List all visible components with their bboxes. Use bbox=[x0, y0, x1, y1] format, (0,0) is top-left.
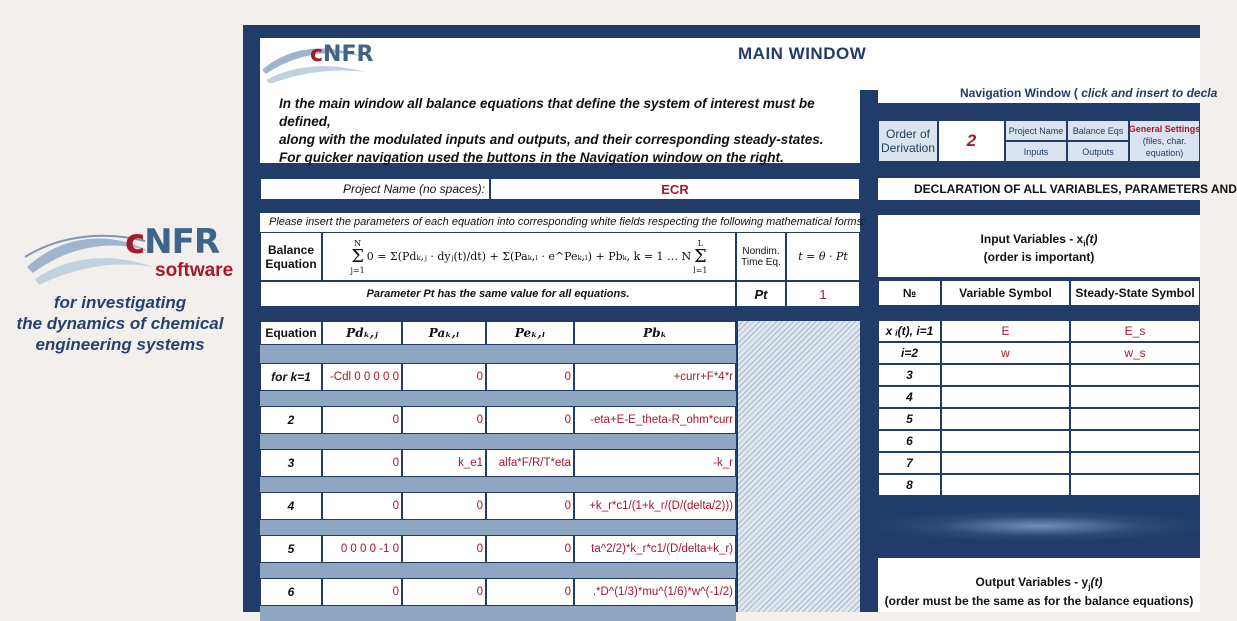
intro-line: along with the modulated inputs and outputs, and their corresponding steady-states. bbox=[279, 132, 824, 147]
input-title bbox=[878, 232, 1200, 248]
tagline-line: for investigating bbox=[53, 293, 187, 312]
row-band bbox=[260, 563, 736, 578]
order-label bbox=[878, 120, 938, 162]
pd-input[interactable]: 0 bbox=[322, 406, 402, 434]
input-steady-state-field[interactable] bbox=[1070, 364, 1200, 386]
output-variables-title bbox=[878, 558, 1200, 612]
project-name-input[interactable]: ECR bbox=[490, 178, 860, 200]
input-steady-state-field[interactable]: w_s bbox=[1070, 342, 1200, 364]
eq-label: 3 bbox=[260, 449, 322, 477]
nav-balance-eqs-button[interactable]: Balance Eqs bbox=[1067, 120, 1129, 141]
sum2-top: L bbox=[697, 238, 703, 248]
balance-equation-label bbox=[260, 232, 322, 281]
eq-header-pe: Peₖ,ₗ bbox=[486, 321, 574, 345]
navigation-window-title bbox=[878, 82, 1218, 103]
pa-input[interactable]: 0 bbox=[402, 578, 486, 606]
order-value[interactable]: 2 bbox=[938, 120, 1005, 162]
input-index: x ᵢ(t), i=1 bbox=[878, 320, 941, 342]
balance-label-line: Equation bbox=[265, 256, 317, 271]
logo-c: c bbox=[125, 222, 145, 262]
table-spacer-band bbox=[260, 345, 736, 363]
project-name-row bbox=[260, 178, 860, 200]
input-title-suffix: (t) bbox=[1085, 232, 1098, 246]
input-index: 5 bbox=[878, 408, 941, 430]
balance-label-line: Balance bbox=[267, 242, 315, 257]
pa-input[interactable]: 0 bbox=[402, 363, 486, 391]
pt-label: Pt bbox=[736, 281, 786, 307]
row-band bbox=[260, 434, 736, 449]
pb-input[interactable]: -k_r bbox=[574, 449, 736, 477]
row-band bbox=[260, 391, 736, 406]
sum1-limits: N Σ j=1 bbox=[350, 238, 365, 275]
output-subtitle: (order must be the same as for the balance equations) bbox=[884, 594, 1194, 608]
eq-label: 5 bbox=[260, 535, 322, 563]
parameters-block bbox=[260, 213, 866, 307]
input-index: 8 bbox=[878, 474, 941, 496]
intro-text bbox=[260, 83, 860, 163]
pe-input[interactable]: 0 bbox=[486, 492, 574, 520]
pb-input[interactable]: -eta+E-E_theta-R_ohm*curr bbox=[574, 406, 736, 434]
input-index: i=2 bbox=[878, 342, 941, 364]
input-symbol-field[interactable] bbox=[941, 430, 1070, 452]
input-variables-table bbox=[878, 280, 1200, 496]
pe-input[interactable]: alfa*F/R/T*eta bbox=[486, 449, 574, 477]
logo-software: software bbox=[155, 260, 234, 281]
eq-header-pd: Pdₖ,ⱼ bbox=[322, 321, 402, 345]
pe-input[interactable]: 0 bbox=[486, 406, 574, 434]
input-title-sub: i bbox=[1083, 239, 1086, 249]
input-index: 4 bbox=[878, 386, 941, 408]
nav-general-settings-button[interactable] bbox=[1129, 120, 1200, 162]
eq-label: 6 bbox=[260, 578, 322, 606]
tagline bbox=[0, 292, 240, 355]
nav-title-italic: click and insert to decla bbox=[1077, 86, 1218, 100]
input-steady-state-field[interactable] bbox=[1070, 408, 1200, 430]
input-steady-state-field[interactable] bbox=[1070, 386, 1200, 408]
general-settings-sub: equation) bbox=[1145, 148, 1184, 158]
pd-input[interactable]: 0 0 0 0 -1 0 bbox=[322, 535, 402, 563]
input-symbol-field[interactable]: E bbox=[941, 320, 1070, 342]
general-settings-label: General Settings bbox=[1128, 124, 1201, 134]
input-index: 6 bbox=[878, 430, 941, 452]
input-symbol-field[interactable] bbox=[941, 408, 1070, 430]
pt-note: Parameter Pt has the same value for all equations. bbox=[260, 281, 736, 307]
row-band bbox=[260, 520, 736, 535]
pa-input[interactable]: 0 bbox=[402, 535, 486, 563]
input-steady-state-field[interactable] bbox=[1070, 430, 1200, 452]
brand-logo bbox=[25, 222, 234, 292]
pd-input[interactable]: 0 bbox=[322, 449, 402, 477]
input-symbol-field[interactable] bbox=[941, 474, 1070, 496]
pb-input[interactable]: +k_r*c1/(1+k_r/(D/(delta/2))) bbox=[574, 492, 736, 520]
pa-input[interactable]: k_e1 bbox=[402, 449, 486, 477]
eq-label: for k=1 bbox=[260, 363, 322, 391]
input-variables-title bbox=[878, 215, 1200, 277]
project-name-label: Project Name (no spaces): bbox=[260, 178, 490, 200]
pb-input[interactable]: ta^2/2)*k_r*c1/(D/delta+k_r) bbox=[574, 535, 736, 563]
pe-input[interactable]: 0 bbox=[486, 578, 574, 606]
nondim-label bbox=[736, 232, 786, 281]
input-symbol-field[interactable] bbox=[941, 364, 1070, 386]
header-logo bbox=[310, 42, 373, 67]
input-steady-state-field[interactable] bbox=[1070, 452, 1200, 474]
equation-table bbox=[260, 321, 860, 612]
pa-input[interactable]: 0 bbox=[402, 492, 486, 520]
input-steady-state-field[interactable]: E_s bbox=[1070, 320, 1200, 342]
tagline-line: the dynamics of chemical bbox=[16, 314, 224, 333]
pb-input[interactable]: .*D^(1/3)*mu^(1/6)*w^(-1/2) bbox=[574, 578, 736, 606]
formula-text: 0 = Σ(Pdₖ,ⱼ · dyⱼ(t)/dt) + Σ(Paₖ,ₗ · e^Peₖ,ₗ) + Pbₖ, k = 1 … N bbox=[366, 250, 692, 263]
nav-inputs-button[interactable]: Inputs bbox=[1005, 141, 1067, 162]
input-header-symbol: Variable Symbol bbox=[941, 280, 1070, 306]
input-symbol-field[interactable] bbox=[941, 452, 1070, 474]
input-steady-state-field[interactable] bbox=[1070, 474, 1200, 496]
pb-input[interactable]: +curr+F*4*r bbox=[574, 363, 736, 391]
pd-input[interactable]: -Cdl 0 0 0 0 0 bbox=[322, 363, 402, 391]
row-band bbox=[260, 477, 736, 492]
declaration-title: DECLARATION OF ALL VARIABLES, PARAMETERS AND bbox=[878, 178, 1200, 200]
sum1-top: N bbox=[354, 238, 362, 248]
input-symbol-field[interactable]: w bbox=[941, 342, 1070, 364]
sum1-bottom: j=1 bbox=[350, 265, 365, 275]
eq-label: 4 bbox=[260, 492, 322, 520]
output-title bbox=[878, 575, 1200, 591]
sum2-limits: L Σ l=1 bbox=[693, 238, 708, 275]
header-logo-c: c bbox=[310, 42, 324, 67]
eq-header-pa: Paₖ,ₗ bbox=[402, 321, 486, 345]
eq-label: 2 bbox=[260, 406, 322, 434]
output-title-suffix: (t) bbox=[1090, 575, 1103, 589]
nondim-line: Time Eq. bbox=[741, 256, 781, 268]
intro-line: For quicker navigation used the buttons in the Navigation window on the right. bbox=[279, 150, 784, 165]
input-subtitle: (order is important) bbox=[983, 250, 1095, 264]
tagline-line: engineering systems bbox=[35, 335, 205, 354]
pe-input[interactable]: 0 bbox=[486, 535, 574, 563]
sum2-bottom: l=1 bbox=[693, 265, 708, 275]
pe-input[interactable]: 0 bbox=[486, 363, 574, 391]
logo-text: NFR bbox=[144, 222, 220, 262]
glow-divider bbox=[878, 511, 1200, 541]
row-band bbox=[260, 606, 736, 621]
eq-header-equation: Equation bbox=[260, 321, 322, 345]
pt-value-input[interactable]: 1 bbox=[786, 281, 860, 307]
input-header-no: № bbox=[878, 280, 941, 306]
pd-input[interactable]: 0 bbox=[322, 492, 402, 520]
general-settings-sub: (files, char. bbox=[1142, 136, 1187, 146]
input-symbol-field[interactable] bbox=[941, 386, 1070, 408]
output-title-sub: j bbox=[1088, 582, 1091, 592]
time-equation: t = θ · Pt bbox=[786, 232, 860, 281]
input-title-text: Input Variables - x bbox=[980, 232, 1084, 246]
input-header-steady-state: Steady-State Symbol bbox=[1070, 280, 1200, 306]
order-label-line: Order of bbox=[885, 127, 930, 141]
eq-header-pb: Pbₖ bbox=[574, 321, 736, 345]
parameters-instruction: Please insert the parameters of each equation into corresponding white fields respecting the following mathematical forms: bbox=[269, 216, 866, 228]
navigation-panel bbox=[878, 120, 1200, 162]
output-title-text: Output Variables - y bbox=[975, 575, 1089, 589]
hatched-column bbox=[738, 321, 860, 612]
window-title: MAIN WINDOW bbox=[738, 44, 867, 63]
balance-equation-formula bbox=[322, 232, 736, 281]
pa-input[interactable]: 0 bbox=[402, 406, 486, 434]
pd-input[interactable]: 0 bbox=[322, 578, 402, 606]
input-index: 3 bbox=[878, 364, 941, 386]
nav-project-name-button[interactable]: Project Name bbox=[1005, 120, 1067, 141]
input-index: 7 bbox=[878, 452, 941, 474]
order-label-line: Derivation bbox=[880, 141, 936, 155]
main-window bbox=[243, 25, 1237, 612]
nav-outputs-button[interactable]: Outputs bbox=[1067, 141, 1129, 162]
header-logo-text: NFR bbox=[323, 42, 374, 67]
nondim-line: Nondim. bbox=[742, 245, 780, 257]
intro-line: In the main window all balance equations that define the system of interest must be defined, bbox=[279, 96, 815, 129]
nav-title-text: Navigation Window ( bbox=[960, 86, 1078, 100]
